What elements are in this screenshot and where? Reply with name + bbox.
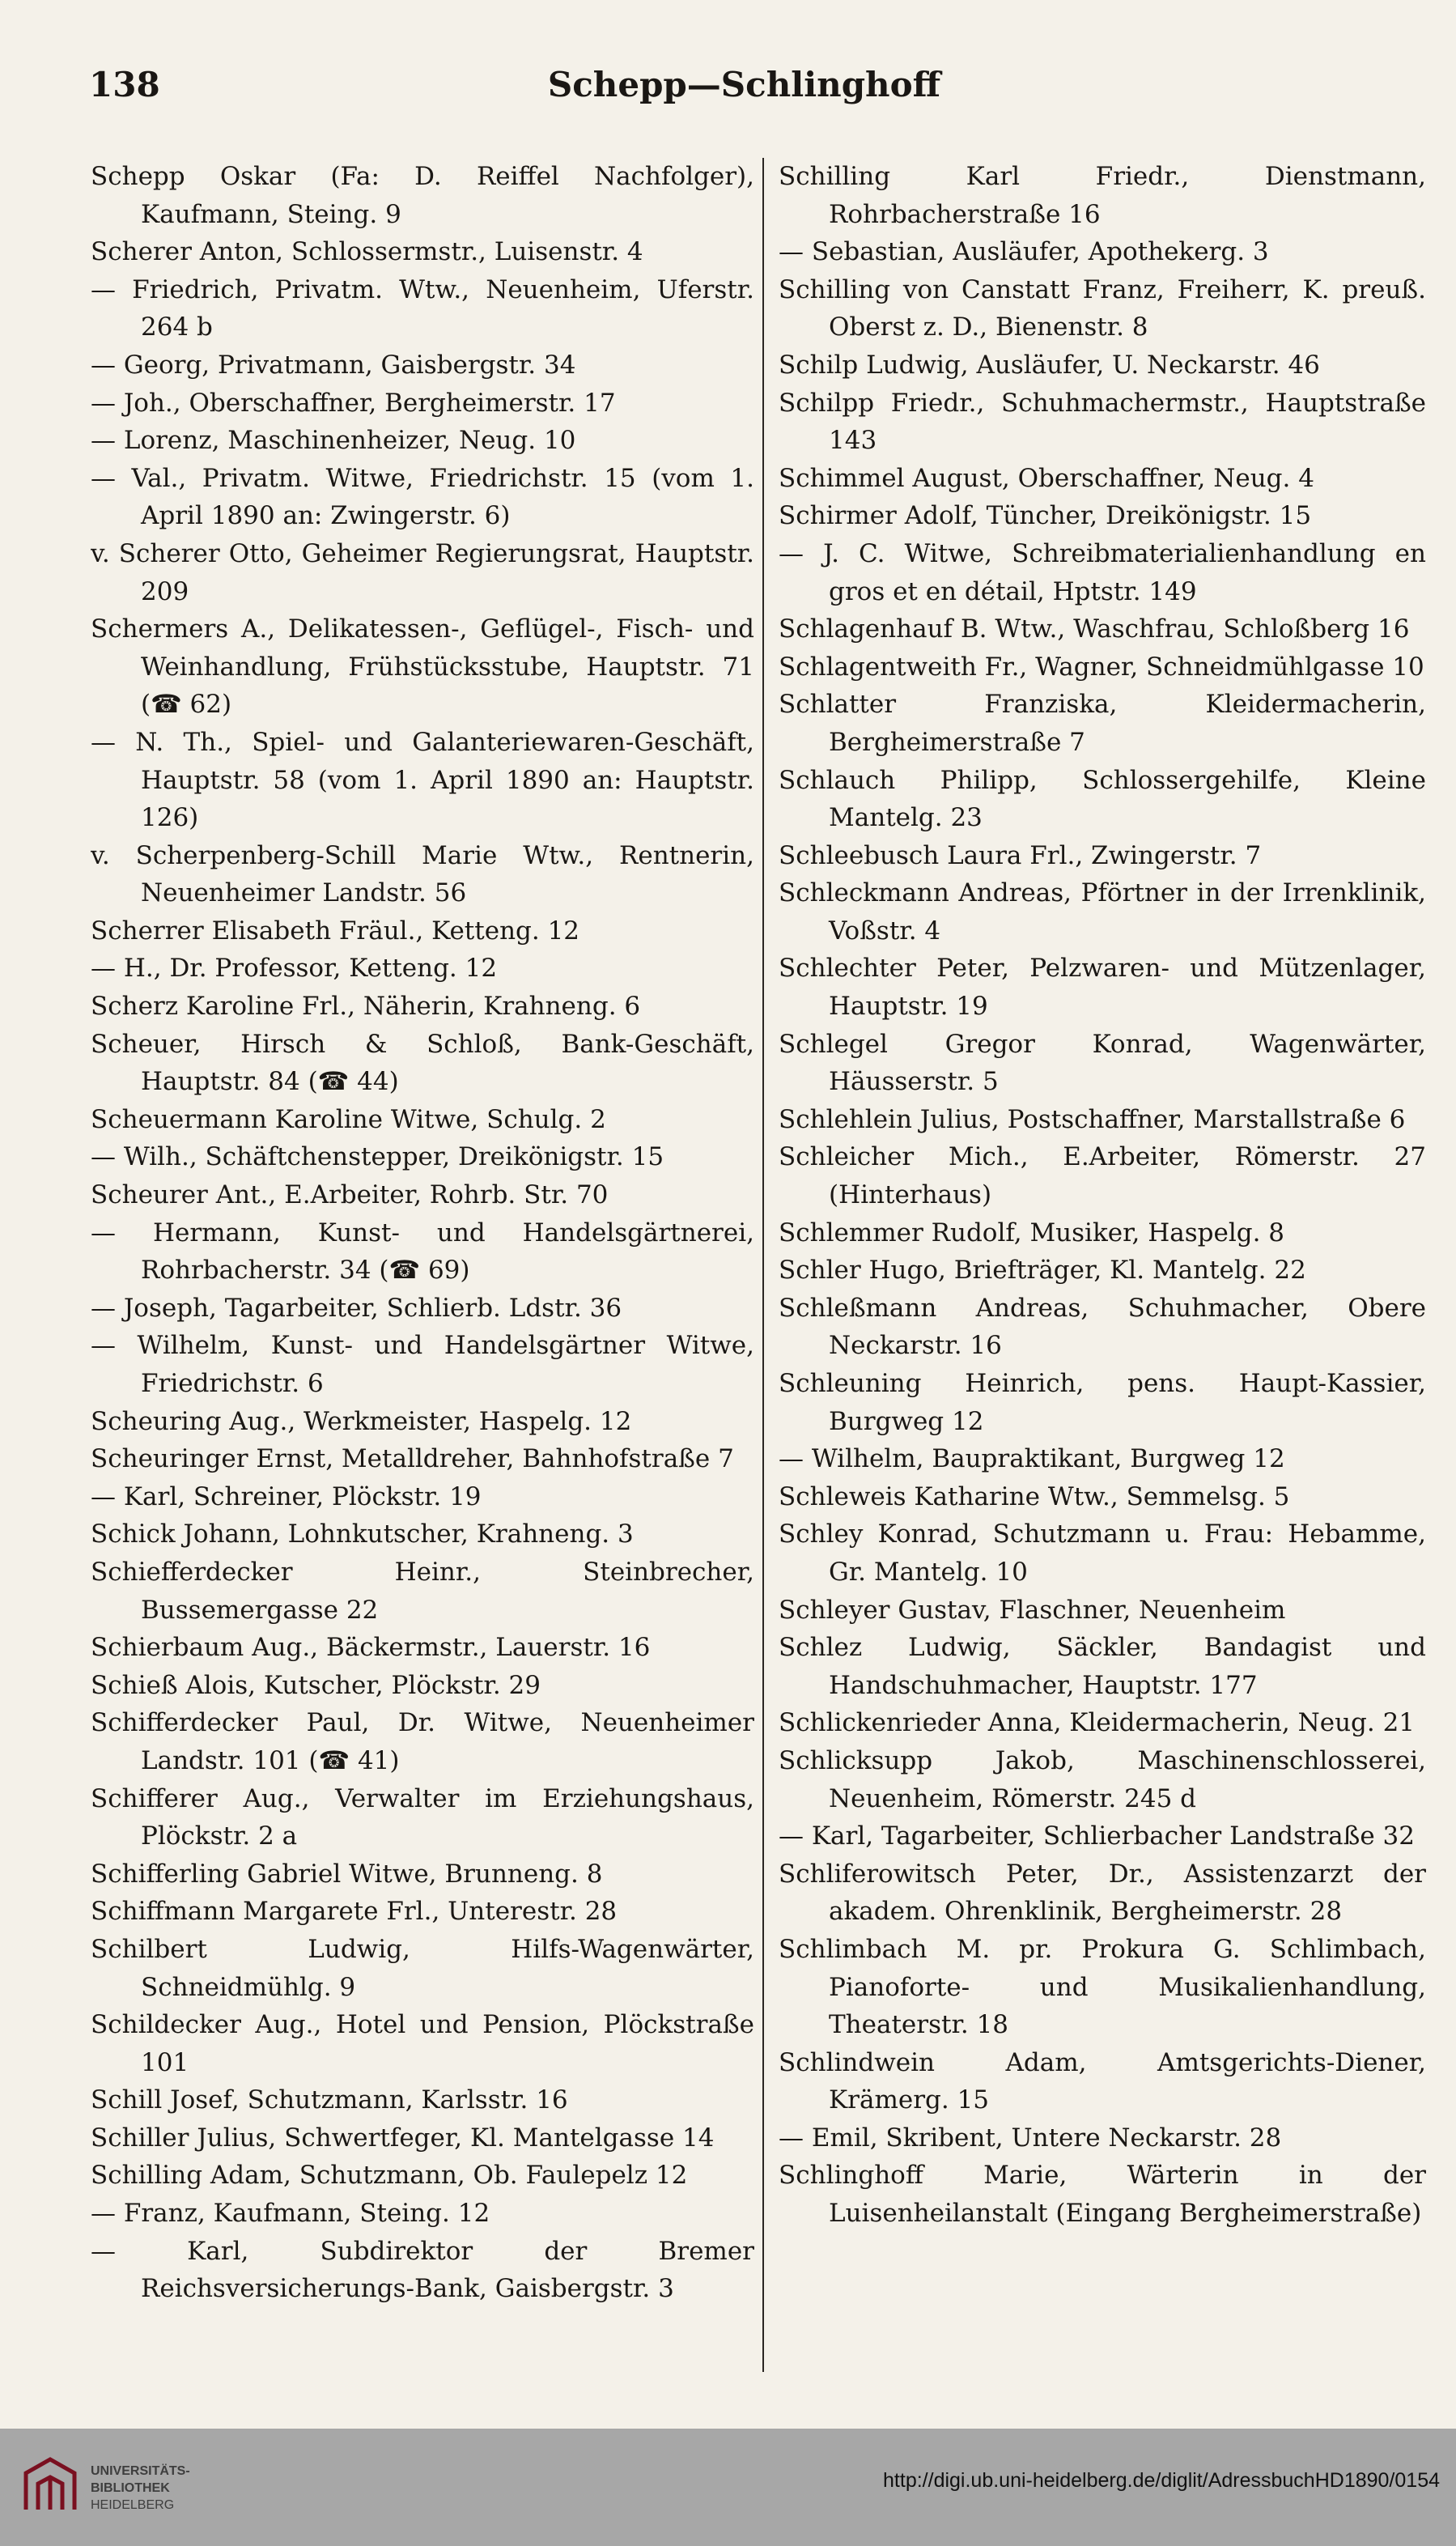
directory-entry: Schleicher Mich., E.Arbeiter, Römerstr. 27 (Hinterhaus)	[779, 1142, 1426, 1210]
directory-entry: Scheuringer Ernst, Metalldreher, Bahnhofstraße 7	[91, 1444, 734, 1474]
directory-entry: Schimmel August, Oberschaffner, Neug. 4	[779, 463, 1314, 493]
page-number: 138	[89, 65, 160, 104]
directory-entry: Schifferer Aug., Verwalter im Erziehungshaus, Plöckstr. 2 a	[91, 1783, 754, 1851]
library-name	[91, 2463, 190, 2514]
directory-entry: Schlehlein Julius, Postschaffner, Marstallstraße 6	[779, 1104, 1406, 1134]
directory-entry: Schlatter Franziska, Kleidermacherin, Bergheimerstraße 7	[779, 690, 1426, 757]
directory-entry: — Sebastian, Ausläufer, Apothekerg. 3	[779, 237, 1269, 267]
directory-entry: Schilbert Ludwig, Hilfs-Wagenwärter, Schneidmühlg. 9	[91, 1934, 754, 2002]
directory-entry: Scheuring Aug., Werkmeister, Haspelg. 12	[91, 1406, 632, 1436]
directory-entry: Schler Hugo, Briefträger, Kl. Mantelg. 22	[779, 1256, 1306, 1286]
directory-entry: Scheuermann Karoline Witwe, Schulg. 2	[91, 1104, 606, 1134]
directory-entry: Schirmer Adolf, Tüncher, Dreikönigstr. 15	[779, 501, 1312, 531]
directory-entry: Schleßmann Andreas, Schuhmacher, Obere Neckarstr. 16	[779, 1293, 1426, 1361]
library-name-line1: UNIVERSITÄTS-	[91, 2464, 190, 2478]
directory-entry: Schick Johann, Lohnkutscher, Krahneng. 3	[91, 1520, 634, 1549]
directory-entry: Schill Josef, Schutzmann, Karlsstr. 16	[91, 2085, 568, 2115]
directory-entry: Schleuning Heinrich, pens. Haupt-Kassier, Burgweg 12	[779, 1369, 1426, 1436]
directory-entry: Scheuer, Hirsch & Schloß, Bank-Geschäft, Hauptstr. 84 (☎ 44)	[91, 1029, 754, 1097]
directory-entry: Schilling Karl Friedr., Dienstmann, Rohrbacherstraße 16	[779, 162, 1426, 229]
directory-entry: — Wilh., Schäftchenstepper, Dreikönigstr. 15	[91, 1142, 664, 1172]
directory-entry: — Friedrich, Privatm. Wtw., Neuenheim, Uferstr. 264 b	[91, 274, 754, 342]
directory-entry: Schlegel Gregor Konrad, Wagenwärter, Häusserstr. 5	[779, 1029, 1426, 1097]
directory-entry: Schlindwein Adam, Amtsgerichts-Diener, Krämerg. 15	[779, 2047, 1426, 2115]
directory-entry: Schlez Ludwig, Säckler, Bandagist und Handschuhmacher, Hauptstr. 177	[779, 1633, 1426, 1700]
library-logo-icon	[18, 2453, 83, 2518]
directory-entry: Schlagentweith Fr., Wagner, Schneidmühlgasse 10	[779, 652, 1424, 682]
left-column	[91, 158, 754, 2392]
directory-entry: Schermers A., Delikatessen-, Geflügel-, Fisch- und Weinhandlung, Frühstücksstube, Hauptstr. 71 (☎ 62)	[91, 614, 754, 720]
directory-entry: Schilp Ludwig, Ausläufer, U. Neckarstr. 46	[779, 350, 1320, 380]
directory-entry: — Val., Privatm. Witwe, Friedrichstr. 15 (vom 1. April 1890 an: Zwingerstr. 6)	[91, 463, 754, 531]
directory-entry: Schilpp Friedr., Schuhmachermstr., Hauptstraße 143	[779, 388, 1426, 456]
directory-entry: Schlinghoff Marie, Wärterin in der Luisenheilanstalt (Eingang Bergheimerstraße)	[779, 2161, 1426, 2229]
directory-entry: Schilling Adam, Schutzmann, Ob. Faulepelz 12	[91, 2161, 688, 2191]
directory-entry: — Hermann, Kunst- und Handelsgärtnerei, Rohrbacherstr. 34 (☎ 69)	[91, 1218, 754, 1286]
directory-entry: Schieß Alois, Kutscher, Plöckstr. 29	[91, 1670, 541, 1700]
directory-entry: v. Scherer Otto, Geheimer Regierungsrat, Hauptstr. 209	[91, 538, 754, 606]
directory-entry: Schiffmann Margarete Frl., Unterestr. 28	[91, 1897, 618, 1927]
directory-entry: Schifferling Gabriel Witwe, Brunneng. 8	[91, 1859, 603, 1889]
directory-entry: Schlickenrieder Anna, Kleidermacherin, Neug. 21	[779, 1708, 1416, 1738]
directory-entry: Schlechter Peter, Pelzwaren- und Mützenlager, Hauptstr. 19	[779, 954, 1426, 1022]
directory-entry: Schley Konrad, Schutzmann u. Frau: Hebamme, Gr. Mantelg. 10	[779, 1520, 1426, 1587]
directory-entry: — Wilhelm, Baupraktikant, Burgweg 12	[779, 1444, 1285, 1474]
directory-entry: Schleweis Katharine Wtw., Semmelsg. 5	[779, 1481, 1290, 1511]
directory-entry: — Karl, Schreiner, Plöckstr. 19	[91, 1481, 482, 1511]
directory-entry: — Joh., Oberschaffner, Bergheimerstr. 17	[91, 388, 616, 418]
directory-entry: Schierbaum Aug., Bäckermstr., Lauerstr. 16	[91, 1633, 651, 1663]
directory-entry: Schlemmer Rudolf, Musiker, Haspelg. 8	[779, 1218, 1285, 1247]
directory-entry: Schilling von Canstatt Franz, Freiherr, K. preuß. Oberst z. D., Bienenstr. 8	[779, 274, 1426, 342]
directory-entry: — H., Dr. Professor, Ketteng. 12	[91, 954, 498, 984]
directory-entry: Schlauch Philipp, Schlossergehilfe, Kleine Mantelg. 23	[779, 765, 1426, 833]
directory-entry: Schleebusch Laura Frl., Zwingerstr. 7	[779, 840, 1262, 870]
directory-entry: Schleckmann Andreas, Pförtner in der Irrenklinik, Voßstr. 4	[779, 878, 1426, 946]
directory-entry: Schifferdecker Paul, Dr. Witwe, Neuenheimer Landstr. 101 (☎ 41)	[91, 1708, 754, 1775]
column-divider	[762, 158, 764, 2372]
library-name-line3: HEIDELBERG	[91, 2498, 175, 2512]
directory-entry: Schiefferdecker Heinr., Steinbrecher, Bussemergasse 22	[91, 1557, 754, 1625]
directory-entry: Schepp Oskar (Fa: D. Reiffel Nachfolger), Kaufmann, Steing. 9	[91, 162, 754, 229]
page-header	[89, 65, 1399, 121]
directory-entry: Schliferowitsch Peter, Dr., Assistenzarzt der akadem. Ohrenklinik, Bergheimerstr. 28	[779, 1859, 1426, 1927]
directory-entry: — Georg, Privatmann, Gaisbergstr. 34	[91, 350, 576, 380]
directory-entry: Schlagenhauf B. Wtw., Waschfrau, Schloßberg 16	[779, 614, 1410, 644]
directory-entry: — Wilhelm, Kunst- und Handelsgärtner Witwe, Friedrichstr. 6	[91, 1331, 754, 1398]
directory-entry: Scherrer Elisabeth Fräul., Ketteng. 12	[91, 916, 580, 946]
running-head: Schepp—Schlinghoff	[547, 65, 941, 104]
directory-entry: — Emil, Skribent, Untere Neckarstr. 28	[779, 2123, 1282, 2153]
directory-entry: Schlimbach M. pr. Prokura G. Schlimbach, Pianoforte- und Musikalienhandlung, Theaterstr. 18	[779, 1934, 1426, 2040]
footer-bar	[0, 2429, 1456, 2546]
directory-entry: Scheurer Ant., E.Arbeiter, Rohrb. Str. 70	[91, 1180, 609, 1210]
directory-entry: — Karl, Subdirektor der Bremer Reichsversicherungs-Bank, Gaisbergstr. 3	[91, 2236, 754, 2304]
directory-entry: Scherz Karoline Frl., Näherin, Krahneng. 6	[91, 992, 641, 1022]
directory-entry: Schleyer Gustav, Flaschner, Neuenheim	[779, 1595, 1286, 1625]
right-column	[779, 158, 1426, 2392]
directory-entry: v. Scherpenberg-Schill Marie Wtw., Rentnerin, Neuenheimer Landstr. 56	[91, 840, 754, 908]
directory-entry: Schildecker Aug., Hotel und Pension, Plöckstraße 101	[91, 2010, 754, 2077]
directory-entry: — Lorenz, Maschinenheizer, Neug. 10	[91, 426, 576, 456]
directory-entry: — J. C. Witwe, Schreibmaterialienhandlung en gros et en détail, Hptstr. 149	[779, 538, 1426, 606]
directory-entry: Schiller Julius, Schwertfeger, Kl. Mantelgasse 14	[91, 2123, 715, 2153]
library-name-line2: BIBLIOTHEK	[91, 2481, 170, 2495]
directory-entry: — Joseph, Tagarbeiter, Schlierb. Ldstr. 36	[91, 1293, 622, 1323]
directory-entry: Schlicksupp Jakob, Maschinenschlosserei, Neuenheim, Römerstr. 245 d	[779, 1745, 1426, 1813]
directory-entry: Scherer Anton, Schlossermstr., Luisenstr. 4	[91, 237, 643, 267]
directory-entry: — Franz, Kaufmann, Steing. 12	[91, 2199, 490, 2229]
directory-entry: — Karl, Tagarbeiter, Schlierbacher Landstraße 32	[779, 1821, 1415, 1851]
source-url[interactable]: http://digi.ub.uni-heidelberg.de/diglit/AdressbuchHD1890/0154	[883, 2469, 1440, 2492]
directory-entry: — N. Th., Spiel- und Galanteriewaren-Geschäft, Hauptstr. 58 (vom 1. April 1890 an: Hauptstr. 126)	[91, 727, 754, 833]
